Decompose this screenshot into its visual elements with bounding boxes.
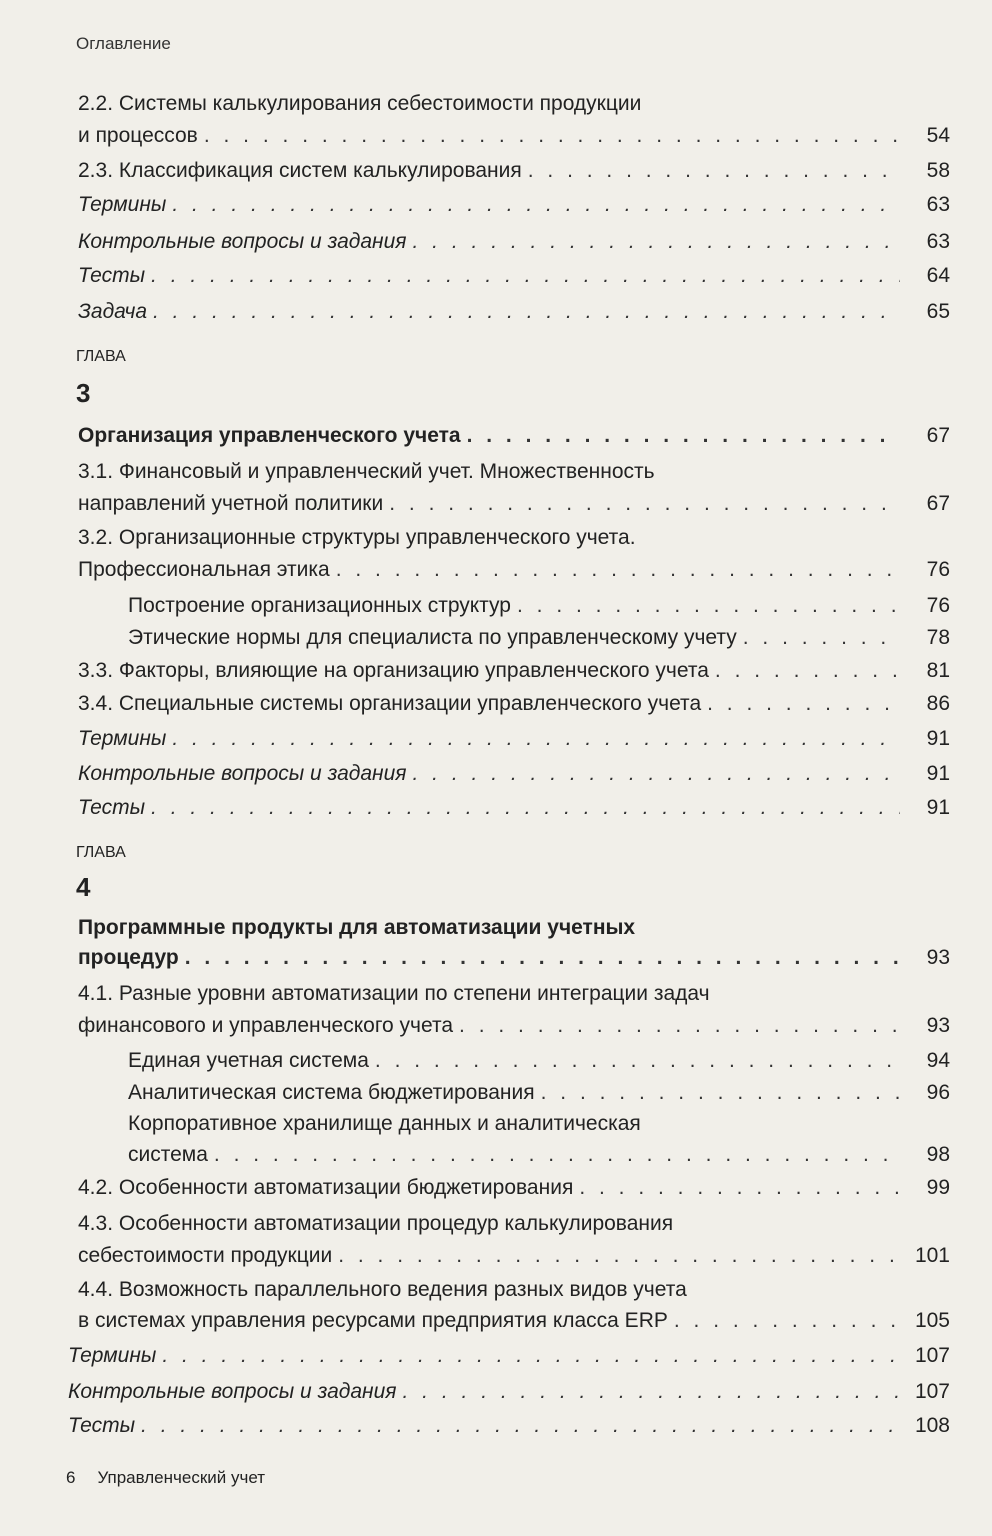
toc-entry-questions: Контрольные вопросы и задания . . . 63: [78, 226, 950, 258]
book-title: Управленческий учет: [97, 1468, 266, 1487]
toc-entry-terms: Термины . . . 63: [78, 189, 950, 221]
page-footer: [66, 1468, 287, 1488]
toc-entry-4-4-line1: 4.4. Возможность параллельного ведения разных видов учета: [78, 1278, 687, 1301]
chapter-number: 3: [76, 378, 91, 408]
toc-entry-4-4: в системах управления ресурсами предприятия класса ERP . . . 105: [78, 1305, 950, 1337]
toc-entry-4-1: финансового и управленческого учета . . . 93: [78, 1010, 950, 1042]
page-number: 6: [66, 1468, 76, 1487]
toc-entry-3-3: 3.3. Факторы, влияющие на организацию управленческого учета . . . 81: [78, 655, 950, 687]
toc-entry-3-1: направлений учетной политики . . . 67: [78, 488, 950, 520]
toc-entry-3-2: Профессиональная этика . . . 76: [78, 554, 950, 586]
toc-entry-2-2: и процессов . . . 54: [78, 120, 950, 152]
toc-entry-3-2-line1: 3.2. Организационные структуры управленческого учета.: [78, 526, 636, 549]
chapter-4-title: процедур . . . 93: [78, 942, 950, 974]
toc-subentry: система . . . 98: [128, 1139, 950, 1171]
toc-entry-4-1-line1: 4.1. Разные уровни автоматизации по степени интеграции задач: [78, 982, 710, 1005]
toc-entry-terms: Термины . . . 107: [68, 1340, 950, 1372]
chapter-number: 4: [76, 872, 91, 902]
toc-subentry: Этические нормы для специалиста по управленческому учету . . . 78: [128, 622, 950, 654]
running-header: Оглавление: [76, 34, 171, 53]
chapter-label: ГЛАВА: [76, 844, 126, 861]
toc-entry-tests: Тесты . . . 64: [78, 260, 950, 292]
chapter-4-title-line1: Программные продукты для автоматизации учетных: [78, 916, 636, 939]
toc-entry-terms: Термины . . . 91: [78, 723, 950, 755]
toc-subentry: Единая учетная система . . . 94: [128, 1045, 950, 1077]
toc-entry-4-3-line1: 4.3. Особенности автоматизации процедур калькулирования: [78, 1212, 674, 1235]
toc-subentry: Аналитическая система бюджетирования . . . 96: [128, 1077, 950, 1109]
toc-entry-questions: Контрольные вопросы и задания . . . 91: [78, 758, 950, 790]
chapter-label: ГЛАВА: [76, 348, 126, 365]
toc-entry-task: Задача . . . 65: [78, 296, 950, 328]
toc-entry-2-3: 2.3. Классификация систем калькулирования . . . 58: [78, 155, 950, 187]
toc-entry-2-2-line1: 2.2. Системы калькулирования себестоимости продукции: [78, 92, 642, 115]
chapter-3-title: Организация управленческого учета . . . 67: [78, 420, 950, 452]
toc-entry-3-4: 3.4. Специальные системы организации управленческого учета . . . 86: [78, 688, 950, 720]
toc-entry-4-2: 4.2. Особенности автоматизации бюджетирования . . . 99: [78, 1172, 950, 1204]
toc-entry-3-1-line1: 3.1. Финансовый и управленческий учет. Множественность: [78, 460, 655, 483]
toc-subentry-line1: Корпоративное хранилище данных и аналитическая: [128, 1112, 641, 1135]
toc-entry-tests: Тесты . . . 108: [68, 1410, 950, 1442]
toc-entry-4-3: себестоимости продукции . . . 101: [78, 1240, 950, 1272]
toc-entry-tests: Тесты . . . 91: [78, 792, 950, 824]
toc-entry-questions: Контрольные вопросы и задания . . . 107: [68, 1376, 950, 1408]
toc-subentry: Построение организационных структур . . . 76: [128, 590, 950, 622]
